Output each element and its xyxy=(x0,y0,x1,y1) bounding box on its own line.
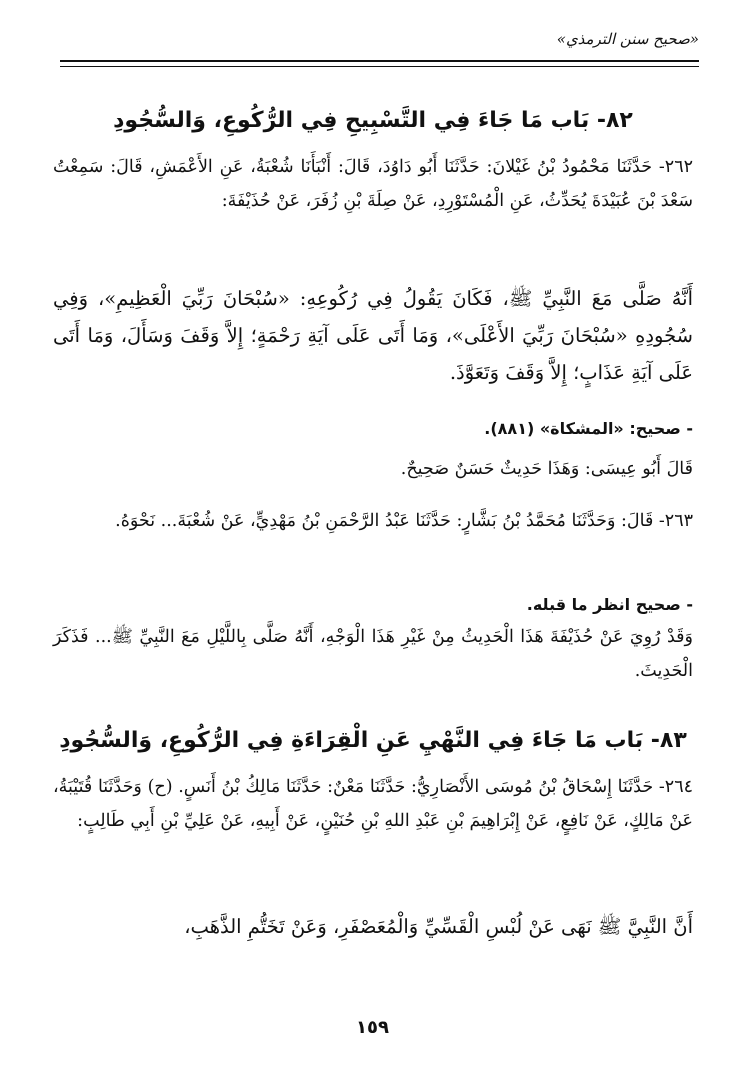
hadith-262-grade: - صحيح: «المشكاة» (٨٨١). xyxy=(484,419,693,438)
chapter-82-title: ٨٢- بَاب مَا جَاءَ فِي التَّسْبِيحِ فِي الرُّكُوعِ، وَالسُّجُودِ xyxy=(113,108,633,133)
hadith-262-matn: أَنَّهُ صَلَّى مَعَ النَّبِيِّ ﷺ، فَكَانَ يَقُولُ فِي رُكُوعِهِ: «سُبْحَانَ رَبِّيَ الْعَظِيمِ»، وَفِي سُجُودِهِ «سُبْحَانَ رَبِّيَ الأَعْلَى»، وَمَا أَتَى عَلَى آيَةِ رَحْمَةٍ؛ إِلاَّ وَقَفَ وَسَأَلَ، وَمَا أَتَى عَلَى آيَةِ عَذَابٍ؛ إِلاَّ وَقَفَ وَتَعَوَّذَ. xyxy=(53,287,693,384)
hadith-263-grade: - صحيح انظر ما قبله. xyxy=(526,595,693,614)
hadith-264-isnad: ٢٦٤- حَدَّثَنَا إِسْحَاقُ بْنُ مُوسَى الأَنْصَارِيُّ: حَدَّثَنَا مَعْنٌ: حَدَّثَنَا مَالِكُ بْنُ أَنَسٍ. (ح) وَحَدَّثَنَا قُتَيْبَةُ، عَنْ مَالِكٍ، عَنْ نَافِعٍ، عَنْ إِبْرَاهِيمَ بْنِ عَبْدِ اللهِ بْنِ حُنَيْنٍ، عَنْ أَبِيهِ، عَنْ عَلِيِّ بْنِ أَبِي طَالِبٍ: xyxy=(53,777,693,831)
hadith-262-note: قَالَ أَبُو عِيسَى: وَهَذَا حَدِيثٌ حَسَنٌ صَحِيحٌ. xyxy=(400,459,693,479)
page-number: ١٥٩ xyxy=(356,1017,389,1038)
header-rule xyxy=(60,60,699,67)
hadith-263-note: وَقَدْ رُوِيَ عَنْ حُذَيْفَةَ هَذَا الْحَدِيثُ مِنْ غَيْرِ هَذَا الْوَجْهِ، أَنَّهُ صَلَّى بِاللَّيْلِ مَعَ النَّبِيِّ ﷺ... فَذَكَرَ الْحَدِيثَ. xyxy=(53,627,693,681)
hadith-264-matn: أَنَّ النَّبِيَّ ﷺ نَهَى عَنْ لُبْسِ الْقَسِّيِّ وَالْمُعَصْفَرِ، وَعَنْ تَخَتُّمِ الذَّهَبِ، xyxy=(184,915,693,938)
hadith-263-isnad: ٢٦٣- قَالَ: وَحَدَّثَنَا مُحَمَّدُ بْنُ بَشَّارٍ: حَدَّثَنَا عَبْدُ الرَّحْمَنِ بْنُ مَهْدِيٍّ، عَنْ شُعْبَةَ... نَحْوَهُ. xyxy=(115,511,693,531)
hadith-262-isnad: ٢٦٢- حَدَّثَنَا مَحْمُودُ بْنُ غَيْلانَ: حَدَّثَنَا أَبُو دَاوُدَ، قَالَ: أَنْبَأَنَا شُعْبَةُ، عَنِ الأَعْمَشِ، قَالَ: سَمِعْتُ سَعْدَ بْنَ عُبَيْدَةَ يُحَدِّثُ، عَنِ الْمُسْتَوْرِدِ، عَنْ صِلَةَ بْنِ زُفَرَ، عَنْ حُذَيْفَةَ: xyxy=(53,157,693,211)
chapter-83-title: ٨٣- بَاب مَا جَاءَ فِي النَّهْيِ عَنِ الْقِرَاءَةِ فِي الرُّكُوعِ، وَالسُّجُودِ xyxy=(59,728,687,753)
running-head: «صحيح سنن الترمذي» xyxy=(556,30,699,48)
